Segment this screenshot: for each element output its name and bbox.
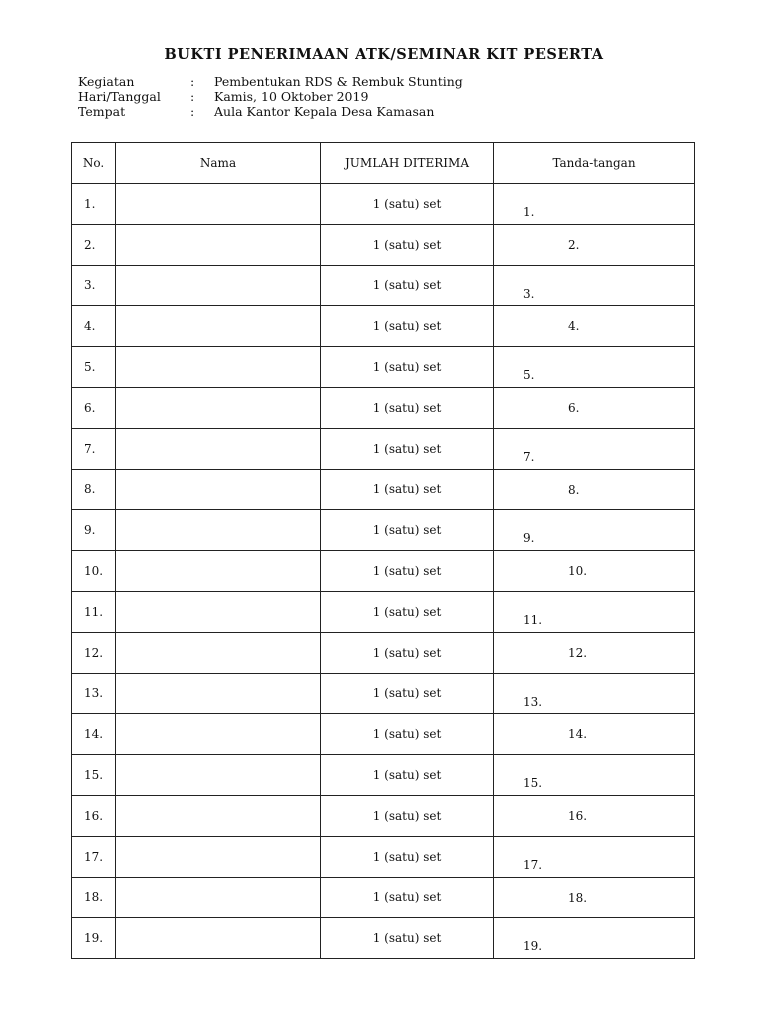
row-number: 18. [72, 877, 116, 918]
row-number: 17. [72, 836, 116, 877]
signature-number: 3. [523, 286, 535, 301]
event-label: Kegiatan [78, 74, 135, 89]
name-cell[interactable] [116, 632, 321, 673]
signature-cell[interactable] [494, 184, 695, 225]
name-cell[interactable] [116, 551, 321, 592]
quantity-cell: 1 (satu) set [321, 469, 494, 510]
table-row [72, 918, 695, 959]
table-row [72, 877, 695, 918]
table-row [72, 632, 695, 673]
signature-number: 11. [523, 612, 543, 627]
quantity-cell: 1 (satu) set [321, 795, 494, 836]
signature-cell[interactable] [494, 469, 695, 510]
signature-cell[interactable] [494, 918, 695, 959]
table-row [72, 428, 695, 469]
signature-number: 8. [568, 482, 580, 497]
signature-cell[interactable] [494, 510, 695, 551]
table-row [72, 591, 695, 632]
quantity-cell: 1 (satu) set [321, 387, 494, 428]
signature-number: 12. [568, 645, 588, 660]
signature-cell[interactable] [494, 224, 695, 265]
row-number: 2. [72, 224, 116, 265]
place-label: Tempat [78, 104, 126, 119]
name-cell[interactable] [116, 591, 321, 632]
header-no: No. [72, 143, 116, 184]
document-title: BUKTI PENERIMAAN ATK/SEMINAR KIT PESERTA [164, 46, 604, 63]
quantity-cell: 1 (satu) set [321, 673, 494, 714]
signature-number: 9. [523, 531, 535, 546]
quantity-cell: 1 (satu) set [321, 755, 494, 796]
signature-cell[interactable] [494, 877, 695, 918]
signature-number: 19. [523, 939, 543, 954]
table-row [72, 265, 695, 306]
row-number: 15. [72, 755, 116, 796]
table-row [72, 755, 695, 796]
quantity-cell: 1 (satu) set [321, 224, 494, 265]
table-row [72, 306, 695, 347]
name-cell[interactable] [116, 184, 321, 225]
row-number: 14. [72, 714, 116, 755]
signature-cell[interactable] [494, 265, 695, 306]
name-cell[interactable] [116, 428, 321, 469]
name-cell[interactable] [116, 795, 321, 836]
row-number: 3. [72, 265, 116, 306]
quantity-cell: 1 (satu) set [321, 714, 494, 755]
separator: : [190, 89, 195, 104]
table-row [72, 387, 695, 428]
signature-cell[interactable] [494, 428, 695, 469]
quantity-cell: 1 (satu) set [321, 428, 494, 469]
name-cell[interactable] [116, 265, 321, 306]
row-number: 1. [72, 184, 116, 225]
event-value: Pembentukan RDS & Rembuk Stunting [214, 74, 463, 89]
table-row [72, 714, 695, 755]
table-row [72, 551, 695, 592]
table-row [72, 184, 695, 225]
table-row [72, 673, 695, 714]
row-number: 7. [72, 428, 116, 469]
name-cell[interactable] [116, 836, 321, 877]
signature-number: 6. [568, 400, 580, 415]
name-cell[interactable] [116, 224, 321, 265]
quantity-cell: 1 (satu) set [321, 306, 494, 347]
signature-number: 15. [523, 776, 543, 791]
table-row [72, 469, 695, 510]
signature-cell[interactable] [494, 387, 695, 428]
quantity-cell: 1 (satu) set [321, 918, 494, 959]
name-cell[interactable] [116, 673, 321, 714]
signature-number: 5. [523, 368, 535, 383]
row-number: 8. [72, 469, 116, 510]
quantity-cell: 1 (satu) set [321, 591, 494, 632]
quantity-cell: 1 (satu) set [321, 632, 494, 673]
quantity-cell: 1 (satu) set [321, 551, 494, 592]
signature-number: 10. [568, 564, 588, 579]
signature-cell[interactable] [494, 306, 695, 347]
event-info-row [78, 74, 463, 89]
signature-number: 16. [568, 808, 588, 823]
row-number: 12. [72, 632, 116, 673]
event-info [78, 74, 463, 119]
name-cell[interactable] [116, 469, 321, 510]
name-cell[interactable] [116, 755, 321, 796]
name-cell[interactable] [116, 510, 321, 551]
place-value: Aula Kantor Kepala Desa Kamasan [214, 104, 435, 119]
signature-number: 4. [568, 319, 580, 334]
signature-cell[interactable] [494, 551, 695, 592]
signature-cell[interactable] [494, 673, 695, 714]
table-row [72, 347, 695, 388]
signature-number: 2. [568, 237, 580, 252]
table-row [72, 795, 695, 836]
signature-number: 1. [523, 205, 535, 219]
signature-cell[interactable] [494, 714, 695, 755]
quantity-cell: 1 (satu) set [321, 347, 494, 388]
name-cell[interactable] [116, 387, 321, 428]
signature-cell[interactable] [494, 591, 695, 632]
row-number: 11. [72, 591, 116, 632]
quantity-cell: 1 (satu) set [321, 184, 494, 225]
row-number: 4. [72, 306, 116, 347]
signature-cell[interactable] [494, 347, 695, 388]
row-number: 10. [72, 551, 116, 592]
row-number: 5. [72, 347, 116, 388]
row-number: 6. [72, 387, 116, 428]
row-number: 9. [72, 510, 116, 551]
signature-cell[interactable] [494, 836, 695, 877]
header-nama: Nama [116, 143, 321, 184]
row-number: 16. [72, 795, 116, 836]
place-info-row [78, 104, 463, 119]
separator: : [190, 74, 195, 89]
quantity-cell: 1 (satu) set [321, 877, 494, 918]
signature-number: 18. [568, 890, 588, 905]
name-cell[interactable] [116, 347, 321, 388]
signature-cell[interactable] [494, 755, 695, 796]
name-cell[interactable] [116, 714, 321, 755]
signature-number: 14. [568, 727, 588, 742]
quantity-cell: 1 (satu) set [321, 836, 494, 877]
table-row [72, 836, 695, 877]
quantity-cell: 1 (satu) set [321, 510, 494, 551]
header-jumlah: JUMLAH DITERIMA [321, 143, 494, 184]
signature-cell[interactable] [494, 632, 695, 673]
row-number: 19. [72, 918, 116, 959]
table-header-row [72, 143, 695, 184]
name-cell[interactable] [116, 306, 321, 347]
signature-number: 7. [523, 449, 535, 464]
receipt-table [71, 142, 695, 959]
name-cell[interactable] [116, 877, 321, 918]
quantity-cell: 1 (satu) set [321, 265, 494, 306]
date-label: Hari/Tanggal [78, 89, 161, 104]
name-cell[interactable] [116, 918, 321, 959]
table-row [72, 224, 695, 265]
row-number: 13. [72, 673, 116, 714]
signature-number: 17. [523, 857, 543, 872]
date-info-row [78, 89, 463, 104]
header-tanda-tangan: Tanda-tangan [494, 143, 695, 184]
separator: : [190, 104, 195, 119]
table-row [72, 510, 695, 551]
signature-cell[interactable] [494, 795, 695, 836]
date-value: Kamis, 10 Oktober 2019 [214, 89, 369, 104]
signature-number: 13. [523, 694, 543, 709]
